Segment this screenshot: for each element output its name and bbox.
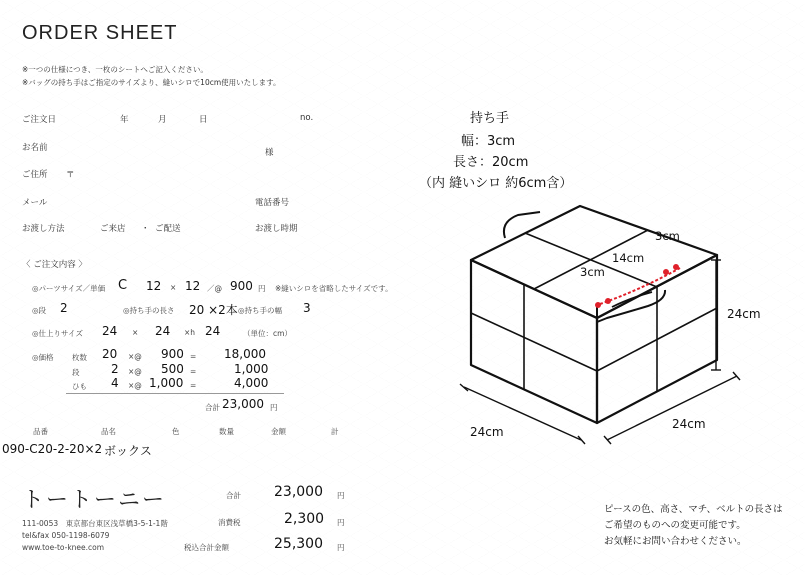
price-row-mul: ×@ xyxy=(128,367,142,376)
handle-width-spec: 幅：3cm xyxy=(461,134,516,149)
name-label: お名前 xyxy=(22,143,48,153)
handle-length-spec: 長さ：20cm xyxy=(453,155,529,170)
col-header-amount: 金額 xyxy=(271,427,286,436)
email-label: メール xyxy=(22,198,48,208)
subtotal-yen: 円 xyxy=(270,403,278,412)
price-row-qty: 4 xyxy=(111,376,119,390)
price-row-total: 4,000 xyxy=(234,376,269,390)
tax-label: 消費税 xyxy=(218,518,241,527)
company-phone: tel&fax 050-1198-6079 xyxy=(22,531,110,540)
delivery-ship-option[interactable]: ご配送 xyxy=(155,224,181,234)
company-address: 111-0053 東京都台東区浅草橋3-5-1-1階 xyxy=(22,519,168,528)
price-row-name: 枚数 xyxy=(72,353,87,362)
address-label: ご住所 xyxy=(22,170,48,180)
dim-3cm-left: 3cm xyxy=(580,265,605,279)
subtotal-label: 合計 xyxy=(205,403,220,412)
price-row-qty: 2 xyxy=(111,362,119,376)
parts-price: 900 xyxy=(230,279,253,293)
item-name: ボックス xyxy=(104,444,152,458)
price-row-total: 1,000 xyxy=(234,362,269,376)
finished-depth: 24 xyxy=(155,324,171,338)
custom-note-line1: ピースの色、高さ、マチ、ベルトの長さは xyxy=(604,504,783,515)
dim-3cm-right: 3cm xyxy=(655,229,680,243)
handle-width-label: ◎持ち手の幅 xyxy=(238,306,283,315)
parts-times: × xyxy=(170,283,177,292)
price-row-unit: 900 xyxy=(161,347,184,361)
price-row-name: ひも xyxy=(72,382,87,391)
parts-width: 12 xyxy=(146,279,162,293)
total-sum-value: 23,000 xyxy=(274,484,323,500)
item-code: 090-C20-2-20×2 xyxy=(2,442,103,456)
parts-size-label: ◎パーツサイズ／単価 xyxy=(32,284,106,293)
dim-right-width-label: 24cm xyxy=(672,417,706,431)
col-header-name: 品名 xyxy=(101,427,116,436)
year-label: 年 xyxy=(120,115,129,125)
delivery-store-option[interactable]: ご来店 xyxy=(100,224,126,234)
price-row-eq: = xyxy=(190,352,197,361)
front-handle-outer xyxy=(597,290,665,322)
delivery-time-label: お渡し時期 xyxy=(255,224,298,234)
tiers-label: ◎段 xyxy=(32,306,47,315)
price-row-unit: 500 xyxy=(161,362,184,376)
col-header-code: 品番 xyxy=(33,427,48,436)
handle-title: 持ち手 xyxy=(470,111,510,126)
price-row-eq: = xyxy=(190,381,197,390)
price-row-mul: ×@ xyxy=(128,352,142,361)
unit-note: （単位：cm） xyxy=(243,329,292,338)
handle-length-label: ◎持ち手の長さ xyxy=(123,306,175,315)
grand-total-label: 税込合計金額 xyxy=(184,543,229,552)
delivery-method-label: お渡し方法 xyxy=(22,224,65,234)
name-suffix: 様 xyxy=(265,148,274,158)
finished-height: 24 xyxy=(205,324,221,338)
parts-code: C xyxy=(118,278,128,293)
finished-width: 24 xyxy=(102,324,118,338)
price-row-name: 段 xyxy=(72,368,80,377)
tax-value: 2,300 xyxy=(284,511,325,527)
company-url[interactable]: www.toe-to-knee.com xyxy=(22,543,105,552)
dim-height-label: 24cm xyxy=(727,307,761,321)
grand-total-value: 25,300 xyxy=(274,536,323,552)
dim-left-width-label: 24cm xyxy=(470,425,504,439)
delivery-separator: ・ xyxy=(141,224,150,234)
price-row-total: 18,000 xyxy=(224,347,266,361)
custom-note-line2: ご希望のものへの変更可能です。 xyxy=(604,520,746,531)
dim-14cm: 14cm xyxy=(612,251,645,265)
page-title: ORDER SHEET xyxy=(22,22,178,44)
order-no-label: no. xyxy=(300,113,314,123)
parts-note: ※縫いシロを省略したサイズです。 xyxy=(275,284,393,293)
tiers-value: 2 xyxy=(60,301,68,315)
finished-height-mark: ×h xyxy=(184,328,196,337)
total-sum-label: 合計 xyxy=(226,491,241,500)
month-label: 月 xyxy=(158,115,167,125)
order-date-label: ご注文日 xyxy=(22,115,57,125)
order-details-heading: 〈 ご注文内容 〉 xyxy=(22,260,87,270)
custom-note-line3: お気軽にお問い合わせください。 xyxy=(604,536,747,547)
finished-size-label: ◎仕上りサイズ xyxy=(32,329,83,338)
tax-yen: 円 xyxy=(337,518,345,527)
day-label: 日 xyxy=(199,115,208,125)
note-handle-seam: ※バッグの持ち手はご指定のサイズより、縫いシロで10cm使用いたします。 xyxy=(22,78,281,87)
phone-label: 電話番号 xyxy=(255,198,290,208)
handle-measure xyxy=(595,264,680,308)
price-label: ◎価格 xyxy=(32,353,54,362)
finished-times: × xyxy=(132,328,139,337)
total-sum-yen: 円 xyxy=(337,491,345,500)
col-header-color: 色 xyxy=(172,427,180,436)
subtotal-value: 23,000 xyxy=(222,397,264,411)
price-row-qty: 20 xyxy=(102,347,118,361)
parts-height: 12 xyxy=(185,279,201,293)
note-one-sheet: ※一つの仕様につき、一枚のシートへご記入ください。 xyxy=(22,65,208,74)
price-row-eq: = xyxy=(190,367,197,376)
left-face-divider-h xyxy=(471,313,597,371)
price-row-mul: ×@ xyxy=(128,381,142,390)
handle-seam-spec: （内 縫いシロ 約6cm含） xyxy=(419,176,573,191)
col-header-qty: 数量 xyxy=(219,427,234,436)
price-row-unit: 1,000 xyxy=(149,376,184,390)
postal-mark: 〒 xyxy=(66,170,75,180)
grand-total-yen: 円 xyxy=(337,543,345,552)
per-sign: ／@ xyxy=(207,284,222,293)
handle-width-value: 3 xyxy=(303,301,311,315)
parts-yen: 円 xyxy=(258,284,266,293)
company-logo: トートーニー xyxy=(22,488,167,513)
col-header-total: 計 xyxy=(331,427,339,436)
handle-length-value: 20 ×2本 xyxy=(189,303,238,317)
